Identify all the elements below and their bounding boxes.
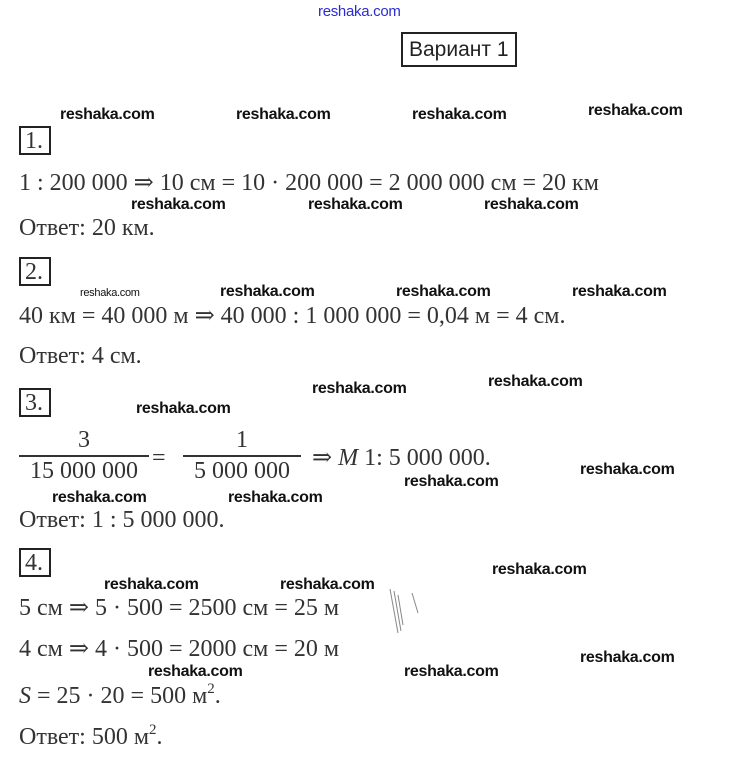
watermark: reshaka.com xyxy=(60,106,155,123)
watermark: reshaka.com xyxy=(580,461,675,478)
area-line xyxy=(19,681,221,709)
answer: Ответ: 20 км. xyxy=(19,215,155,241)
numerator: 3 xyxy=(78,427,90,453)
answer: Ответ: 1 : 5 000 000. xyxy=(19,507,225,533)
problem-number: 1. xyxy=(19,126,51,155)
watermark: reshaka.com xyxy=(572,283,667,300)
scribble-marks xyxy=(384,587,424,637)
watermark: reshaka.com xyxy=(488,373,583,390)
watermark: reshaka.com xyxy=(280,576,375,593)
problem-number: 3. xyxy=(19,388,51,417)
fraction xyxy=(19,428,149,483)
watermark: reshaka.com xyxy=(588,102,683,119)
superscript: 2 xyxy=(149,722,157,738)
period: . xyxy=(214,683,221,709)
solution-line: 1 : 200 000 ⇒ 10 см = 10 · 200 000 = 2 000 000 см = 20 км xyxy=(19,170,599,196)
solution-line: 4 см ⇒ 4 · 500 = 2000 см = 20 м xyxy=(19,636,340,662)
watermark: reshaka.com xyxy=(52,489,147,506)
solution-line: 5 см ⇒ 5 · 500 = 2500 см = 25 м xyxy=(19,595,340,621)
scale-value: 1: 5 000 000. xyxy=(364,445,491,471)
watermark: reshaka.com xyxy=(136,400,231,417)
variant-title: Вариант 1 xyxy=(401,32,517,67)
watermark: reshaka.com xyxy=(484,196,579,213)
area-expression: = 25 · 20 = 500 м xyxy=(31,683,208,709)
fraction xyxy=(183,428,301,483)
watermark: reshaka.com xyxy=(104,576,199,593)
watermark: reshaka.com xyxy=(312,380,407,397)
denominator: 5 000 000 xyxy=(183,455,301,483)
equals-sign: = xyxy=(152,445,166,471)
watermark: reshaka.com xyxy=(308,196,403,213)
watermark: reshaka.com xyxy=(228,489,323,506)
problem-number: 4. xyxy=(19,548,51,577)
watermark: reshaka.com xyxy=(580,649,675,666)
denominator: 15 000 000 xyxy=(19,455,149,483)
answer xyxy=(19,722,163,750)
watermark: reshaka.com xyxy=(396,283,491,300)
area-variable: S xyxy=(19,683,31,709)
watermark: reshaka.com xyxy=(492,561,587,578)
watermark: reshaka.com xyxy=(220,283,315,300)
watermark: reshaka.com xyxy=(318,3,401,20)
watermark: reshaka.com xyxy=(412,106,507,123)
implies-sign: ⇒ xyxy=(312,445,333,471)
answer-text: Ответ: 500 м xyxy=(19,724,150,750)
scale-result xyxy=(312,446,491,470)
watermark: reshaka.com xyxy=(236,106,331,123)
answer: Ответ: 4 см. xyxy=(19,343,142,369)
problem-number: 2. xyxy=(19,257,51,286)
solution-line: 40 км = 40 000 м ⇒ 40 000 : 1 000 000 = 0,04 м = 4 см. xyxy=(19,303,566,329)
period: . xyxy=(156,724,163,750)
watermark: reshaka.com xyxy=(148,663,243,680)
numerator: 1 xyxy=(236,427,248,453)
watermark: reshaka.com xyxy=(404,663,499,680)
watermark: reshaka.com xyxy=(80,287,140,299)
scale-variable: M xyxy=(338,445,359,471)
watermark: reshaka.com xyxy=(404,473,499,490)
watermark: reshaka.com xyxy=(131,196,226,213)
superscript: 2 xyxy=(207,681,215,697)
